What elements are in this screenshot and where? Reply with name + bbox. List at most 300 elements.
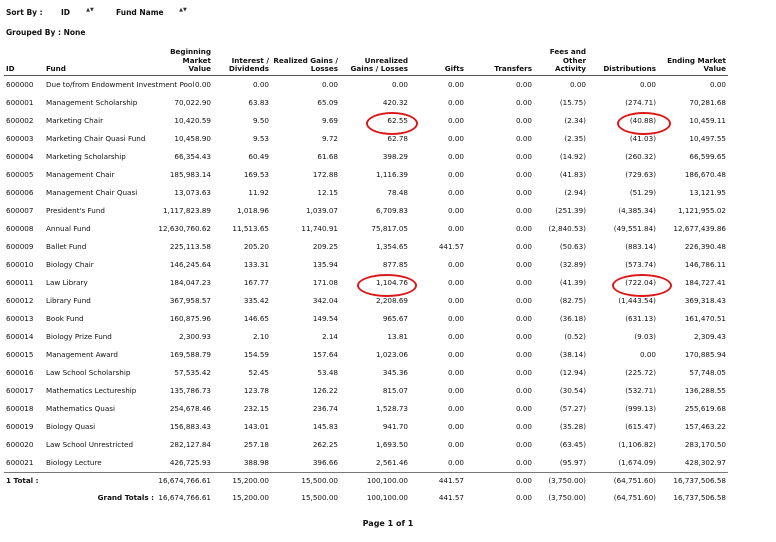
value-cell: (1,443.54) <box>618 296 656 305</box>
value-cell: 262.25 <box>312 440 338 449</box>
value-cell: 0.00 <box>447 170 464 179</box>
grand-total-cell: 441.57 <box>438 493 464 502</box>
value-cell: 388.98 <box>243 458 269 467</box>
value-cell: 2,300.93 <box>178 332 211 341</box>
value-cell: 61.68 <box>317 152 338 161</box>
value-cell: 0.00 <box>515 368 532 377</box>
col-header: Fees and Other Activity <box>534 48 588 75</box>
value-cell: 0.00 <box>515 314 532 323</box>
page-indicator: Page 1 of 1 <box>362 519 414 528</box>
fund-id-cell: 600001 <box>6 98 34 107</box>
fund-id-cell: 600014 <box>6 332 34 341</box>
value-cell: 0.00 <box>515 278 532 287</box>
table-row <box>4 274 728 292</box>
value-cell: 0.00 <box>447 404 464 413</box>
value-cell: (4,385.34) <box>618 206 656 215</box>
fund-id-cell: 600016 <box>6 368 34 377</box>
value-cell: 1,354.65 <box>375 242 408 251</box>
header-row <box>4 48 728 75</box>
value-cell: 335.42 <box>243 296 269 305</box>
value-cell: (9.03) <box>634 332 656 341</box>
table-row <box>4 256 728 274</box>
total-cell: 100,100.00 <box>340 472 410 489</box>
fund-name-cell: Law School Scholarship <box>46 367 131 377</box>
value-cell: 0.00 <box>515 422 532 431</box>
fund-id-cell: 600021 <box>6 458 34 467</box>
value-cell: 143.01 <box>243 422 269 431</box>
value-cell: 0.00 <box>515 188 532 197</box>
value-cell: (2.34) <box>564 116 586 125</box>
value-cell: 149.54 <box>312 314 338 323</box>
value-cell: 70,022.90 <box>174 98 211 107</box>
value-cell: 257.18 <box>243 440 269 449</box>
fund-id-cell: 600012 <box>6 296 34 305</box>
fund-name-cell: Book Fund <box>46 313 84 323</box>
value-cell: (883.14) <box>625 242 656 251</box>
value-cell: 0.00 <box>321 80 338 89</box>
value-cell: 0.00 <box>447 296 464 305</box>
value-cell: 161,470.51 <box>684 314 726 323</box>
value-cell: 0.00 <box>515 386 532 395</box>
fund-report-table <box>4 48 728 507</box>
value-cell: 10,497.55 <box>689 134 726 143</box>
grand-total-row <box>4 489 728 507</box>
value-cell: 154.59 <box>243 350 269 359</box>
value-cell: 0.00 <box>447 188 464 197</box>
fund-id-cell: 600011 <box>6 278 34 287</box>
value-cell: (41.39) <box>559 278 586 287</box>
col-header: Interest / Dividends <box>213 48 271 75</box>
value-cell: 1,018.96 <box>236 206 269 215</box>
col-header: Unrealized Gains / Losses <box>340 48 410 75</box>
value-cell: 167.77 <box>243 278 269 287</box>
table-row <box>4 112 728 130</box>
value-cell: 0.00 <box>515 116 532 125</box>
value-cell: 0.00 <box>515 350 532 359</box>
value-cell: 0.00 <box>639 350 656 359</box>
value-cell: 1,023.06 <box>375 350 408 359</box>
value-cell: 2.10 <box>252 332 269 341</box>
value-cell: (1,674.09) <box>618 458 656 467</box>
value-cell: (251.39) <box>555 206 586 215</box>
value-cell: 52.45 <box>248 368 269 377</box>
fund-id-cell: 600017 <box>6 386 34 395</box>
value-cell: 13.81 <box>387 332 408 341</box>
value-cell: 156,883.43 <box>169 422 211 431</box>
value-cell: 426,725.93 <box>169 458 211 467</box>
col-header: Gifts <box>410 48 466 75</box>
value-cell: 0.00 <box>447 368 464 377</box>
fund-id-cell: 600018 <box>6 404 34 413</box>
value-cell: 186,670.48 <box>684 170 726 179</box>
total-cell: 0.00 <box>466 472 534 489</box>
value-cell: 146,786.11 <box>684 260 726 269</box>
value-cell: 0.00 <box>447 314 464 323</box>
value-cell: 0.00 <box>447 350 464 359</box>
value-cell: 0.00 <box>447 458 464 467</box>
value-cell: 1,116.39 <box>375 170 408 179</box>
fund-id-cell: 600007 <box>6 206 34 215</box>
value-cell: 0.00 <box>569 80 586 89</box>
value-cell: 342.04 <box>312 296 338 305</box>
fund-name-cell: Management Chair Quasi <box>46 187 138 197</box>
value-cell: 60.49 <box>248 152 269 161</box>
value-cell: 9.50 <box>252 116 269 125</box>
value-cell: 0.00 <box>447 278 464 287</box>
table-row <box>4 310 728 328</box>
value-cell: (41.83) <box>559 170 586 179</box>
value-cell: 398.29 <box>382 152 408 161</box>
value-cell: (999.13) <box>625 404 656 413</box>
value-cell: (50.63) <box>559 242 586 251</box>
value-cell: 205.20 <box>243 242 269 251</box>
value-cell: 157,463.22 <box>684 422 726 431</box>
value-cell: 145.83 <box>312 422 338 431</box>
value-cell: 236.74 <box>312 404 338 413</box>
value-cell: 126.22 <box>312 386 338 395</box>
table-row <box>4 328 728 346</box>
fund-name-cell: Biology Quasi <box>46 421 96 431</box>
sort-by-label: Sort By : <box>6 8 43 17</box>
value-cell: 0.00 <box>447 98 464 107</box>
fund-id-cell: 600010 <box>6 260 34 269</box>
fund-id-cell: 600013 <box>6 314 34 323</box>
sort-field-id[interactable]: ID <box>61 8 71 17</box>
grand-total-label: Grand Totals : <box>97 493 154 502</box>
fund-name-cell: Annual Fund <box>46 223 91 233</box>
value-cell: 0.00 <box>515 170 532 179</box>
value-cell: (38.14) <box>559 350 586 359</box>
fund-id-cell: 600015 <box>6 350 34 359</box>
value-cell: 10,420.59 <box>174 116 211 125</box>
table-row <box>4 148 728 166</box>
value-cell: 232.15 <box>243 404 269 413</box>
value-cell: (2.35) <box>564 134 586 143</box>
value-cell: (30.54) <box>559 386 586 395</box>
fund-name-cell: Biology Prize Fund <box>46 331 112 341</box>
value-cell: 2.14 <box>321 332 338 341</box>
value-cell: 226,390.48 <box>684 242 726 251</box>
value-cell: 135.94 <box>312 260 338 269</box>
subtotal-label: 1 Total : <box>4 472 156 489</box>
fund-name-cell: Library Fund <box>46 295 91 305</box>
fund-name-cell: Ballet Fund <box>46 241 87 251</box>
value-cell: (49,551.84) <box>613 224 656 233</box>
total-cell: (3,750.00) <box>534 472 588 489</box>
fund-name-cell: Biology Chair <box>46 259 94 269</box>
fund-name-cell: President's Fund <box>46 205 105 215</box>
value-cell: (532.71) <box>625 386 656 395</box>
value-cell: 941.70 <box>382 422 408 431</box>
value-cell: (15.75) <box>559 98 586 107</box>
fund-name-cell: Management Scholarship <box>46 97 138 107</box>
fund-name-cell: Mathematics Lectureship <box>46 385 137 395</box>
total-cell: 16,674,766.61 <box>156 472 213 489</box>
value-cell: 13,121.95 <box>689 188 726 197</box>
value-cell: 0.00 <box>515 134 532 143</box>
value-cell: 11,513.65 <box>232 224 269 233</box>
value-cell: 0.00 <box>447 224 464 233</box>
value-cell: 0.00 <box>515 80 532 89</box>
sort-id-stepper-icon[interactable]: ▲▼ <box>86 7 94 13</box>
value-cell: 0.00 <box>515 224 532 233</box>
value-cell: 225,113.58 <box>169 242 211 251</box>
total-cell: 15,200.00 <box>213 472 271 489</box>
value-cell: 0.00 <box>515 242 532 251</box>
value-cell: 13,073.63 <box>174 188 211 197</box>
value-cell: 146.65 <box>243 314 269 323</box>
value-cell: (14.92) <box>559 152 586 161</box>
fund-name-cell: Biology Lecture <box>46 457 102 467</box>
subtotal-row <box>4 472 728 489</box>
value-cell: (722.04) <box>625 278 656 287</box>
value-cell: 420.32 <box>382 98 408 107</box>
value-cell: (95.97) <box>559 458 586 467</box>
table-row <box>4 436 728 454</box>
value-cell: 78.48 <box>387 188 408 197</box>
value-cell: 57,748.05 <box>689 368 726 377</box>
fund-id-cell: 600020 <box>6 440 34 449</box>
value-cell: 0.00 <box>515 332 532 341</box>
value-cell: 65.09 <box>317 98 338 107</box>
value-cell: (2.94) <box>564 188 586 197</box>
fund-id-cell: 600019 <box>6 422 34 431</box>
value-cell: (32.89) <box>559 260 586 269</box>
value-cell: (573.74) <box>625 260 656 269</box>
table-row <box>4 75 728 94</box>
value-cell: 1,121,955.02 <box>677 206 726 215</box>
value-cell: 123.78 <box>243 386 269 395</box>
value-cell: 428,302.97 <box>684 458 726 467</box>
value-cell: 0.00 <box>447 386 464 395</box>
report-body <box>4 75 728 472</box>
fund-id-cell: 600003 <box>6 134 34 143</box>
value-cell: 2,208.69 <box>375 296 408 305</box>
value-cell: 1,117,823.89 <box>162 206 211 215</box>
total-cell: (64,751.60) <box>588 472 658 489</box>
value-cell: 1,104.76 <box>375 278 408 287</box>
value-cell: (51.29) <box>629 188 656 197</box>
total-cell: 441.57 <box>410 472 466 489</box>
value-cell: 0.00 <box>515 458 532 467</box>
table-row <box>4 184 728 202</box>
value-cell: 0.00 <box>515 260 532 269</box>
value-cell: 66,599.65 <box>689 152 726 161</box>
value-cell: 10,458.90 <box>174 134 211 143</box>
value-cell: 0.00 <box>194 80 211 89</box>
value-cell: 1,693.50 <box>375 440 408 449</box>
value-cell: 0.00 <box>515 98 532 107</box>
value-cell: 12,630,760.62 <box>158 224 211 233</box>
value-cell: 160,875.96 <box>169 314 211 323</box>
value-cell: (2,840.53) <box>548 224 586 233</box>
fund-name-cell: Management Chair <box>46 169 115 179</box>
value-cell: 396.66 <box>312 458 338 467</box>
fund-name-cell: Management Award <box>46 349 118 359</box>
value-cell: 0.00 <box>447 422 464 431</box>
value-cell: 0.00 <box>515 440 532 449</box>
value-cell: 965.67 <box>382 314 408 323</box>
grand-total-cell: 0.00 <box>515 493 532 502</box>
value-cell: (0.52) <box>564 332 586 341</box>
value-cell: 170,885.94 <box>684 350 726 359</box>
fund-name-cell: Mathematics Quasi <box>46 403 115 413</box>
value-cell: 62.78 <box>387 134 408 143</box>
value-cell: (82.75) <box>559 296 586 305</box>
value-cell: 169,588.79 <box>169 350 211 359</box>
value-cell: 1,039.07 <box>305 206 338 215</box>
value-cell: 9.72 <box>321 134 338 143</box>
fund-id-cell: 600008 <box>6 224 34 233</box>
value-cell: 136,288.55 <box>684 386 726 395</box>
table-row <box>4 292 728 310</box>
value-cell: 62.55 <box>387 116 408 125</box>
value-cell: 9.69 <box>321 116 338 125</box>
value-cell: 9.53 <box>252 134 269 143</box>
fund-name-cell: Due to/from Endowment Investment Pool <box>46 79 195 89</box>
value-cell: 254,678.46 <box>169 404 211 413</box>
value-cell: 282,127.84 <box>169 440 211 449</box>
value-cell: 0.00 <box>447 80 464 89</box>
value-cell: 369,318.43 <box>684 296 726 305</box>
table-row <box>4 166 728 184</box>
grand-total-cell: 16,737,506.58 <box>673 493 726 502</box>
table-row <box>4 202 728 220</box>
value-cell: 70,281.68 <box>689 98 726 107</box>
value-cell: 345.36 <box>382 368 408 377</box>
col-header: Distributions <box>588 48 658 75</box>
value-cell: (41.03) <box>629 134 656 143</box>
value-cell: 11,740.91 <box>301 224 338 233</box>
table-row <box>4 238 728 256</box>
col-header: Ending Market Value <box>658 48 728 75</box>
fund-id-cell: 600009 <box>6 242 34 251</box>
value-cell: (12.94) <box>559 368 586 377</box>
col-header: Beginning Market Value <box>156 48 213 75</box>
value-cell: (1,106.82) <box>618 440 656 449</box>
value-cell: 133.31 <box>243 260 269 269</box>
fund-name-cell: Law School Unrestricted <box>46 439 134 449</box>
value-cell: 171.08 <box>312 278 338 287</box>
table-row <box>4 220 728 238</box>
value-cell: 184,047.23 <box>169 278 211 287</box>
col-header: ID <box>4 48 44 75</box>
value-cell: 0.00 <box>447 440 464 449</box>
table-row <box>4 346 728 364</box>
grand-total-cell: 15,500.00 <box>301 493 338 502</box>
table-row <box>4 382 728 400</box>
value-cell: (225.72) <box>625 368 656 377</box>
value-cell: (35.28) <box>559 422 586 431</box>
value-cell: 283,170.50 <box>684 440 726 449</box>
value-cell: 10,459.11 <box>689 116 726 125</box>
grand-total-cell: (64,751.60) <box>613 493 656 502</box>
value-cell: (274.71) <box>625 98 656 107</box>
value-cell: (57.27) <box>559 404 586 413</box>
grand-total-cell: (3,750.00) <box>548 493 586 502</box>
value-cell: 0.00 <box>447 152 464 161</box>
table-row <box>4 364 728 382</box>
total-cell: 15,500.00 <box>271 472 340 489</box>
fund-name-cell: Marketing Scholarship <box>46 151 126 161</box>
fund-id-cell: 600004 <box>6 152 34 161</box>
value-cell: 11.92 <box>248 188 269 197</box>
total-cell: 16,737,506.58 <box>658 472 728 489</box>
sort-fund-stepper-icon[interactable]: ▲▼ <box>179 7 187 13</box>
value-cell: 53.48 <box>317 368 338 377</box>
value-cell: 184,727.41 <box>684 278 726 287</box>
value-cell: 63.83 <box>248 98 269 107</box>
value-cell: 0.00 <box>515 404 532 413</box>
value-cell: 367,958.57 <box>169 296 211 305</box>
value-cell: 0.00 <box>447 260 464 269</box>
grand-total-cell: 16,674,766.61 <box>158 493 211 502</box>
value-cell: 0.00 <box>515 152 532 161</box>
value-cell: 2,561.46 <box>375 458 408 467</box>
value-cell: (729.63) <box>625 170 656 179</box>
value-cell: (260.32) <box>625 152 656 161</box>
fund-name-cell: Marketing Chair Quasi Fund <box>46 133 146 143</box>
sort-field-fund-name[interactable]: Fund Name <box>116 8 164 17</box>
value-cell: 0.00 <box>639 80 656 89</box>
grand-total-cell: 15,200.00 <box>232 493 269 502</box>
value-cell: 0.00 <box>447 116 464 125</box>
value-cell: 157.64 <box>312 350 338 359</box>
value-cell: 815.07 <box>382 386 408 395</box>
table-row <box>4 454 728 473</box>
value-cell: (631.13) <box>625 314 656 323</box>
value-cell: 0.00 <box>709 80 726 89</box>
value-cell: 441.57 <box>438 242 464 251</box>
value-cell: 146,245.64 <box>169 260 211 269</box>
value-cell: (63.45) <box>559 440 586 449</box>
col-header: Realized Gains / Losses <box>271 48 340 75</box>
table-row <box>4 94 728 112</box>
value-cell: (615.47) <box>625 422 656 431</box>
table-row <box>4 130 728 148</box>
value-cell: 0.00 <box>252 80 269 89</box>
value-cell: (40.88) <box>629 116 656 125</box>
grand-total-cell: 100,100.00 <box>366 493 408 502</box>
value-cell: 1,528.73 <box>375 404 408 413</box>
fund-id-cell: 600002 <box>6 116 34 125</box>
value-cell: 169.53 <box>243 170 269 179</box>
fund-name-cell: Marketing Chair <box>46 115 104 125</box>
value-cell: 0.00 <box>515 206 532 215</box>
value-cell: 0.00 <box>515 296 532 305</box>
value-cell: 209.25 <box>312 242 338 251</box>
col-header: Transfers <box>466 48 534 75</box>
value-cell: 6,709.83 <box>375 206 408 215</box>
value-cell: 12,677,439.86 <box>673 224 726 233</box>
grouped-by-label: Grouped By : None <box>6 28 86 37</box>
value-cell: 2,309.43 <box>693 332 726 341</box>
value-cell: 135,786.73 <box>169 386 211 395</box>
table-row <box>4 418 728 436</box>
fund-name-cell: Law Library <box>46 277 88 287</box>
value-cell: 255,619.68 <box>684 404 726 413</box>
value-cell: 0.00 <box>391 80 408 89</box>
value-cell: 0.00 <box>447 332 464 341</box>
value-cell: 185,983.14 <box>169 170 211 179</box>
fund-id-cell: 600006 <box>6 188 34 197</box>
value-cell: 12.15 <box>317 188 338 197</box>
fund-id-cell: 600000 <box>6 80 34 89</box>
table-row <box>4 400 728 418</box>
value-cell: 66,354.43 <box>174 152 211 161</box>
fund-id-cell: 600005 <box>6 170 34 179</box>
value-cell: 877.85 <box>382 260 408 269</box>
